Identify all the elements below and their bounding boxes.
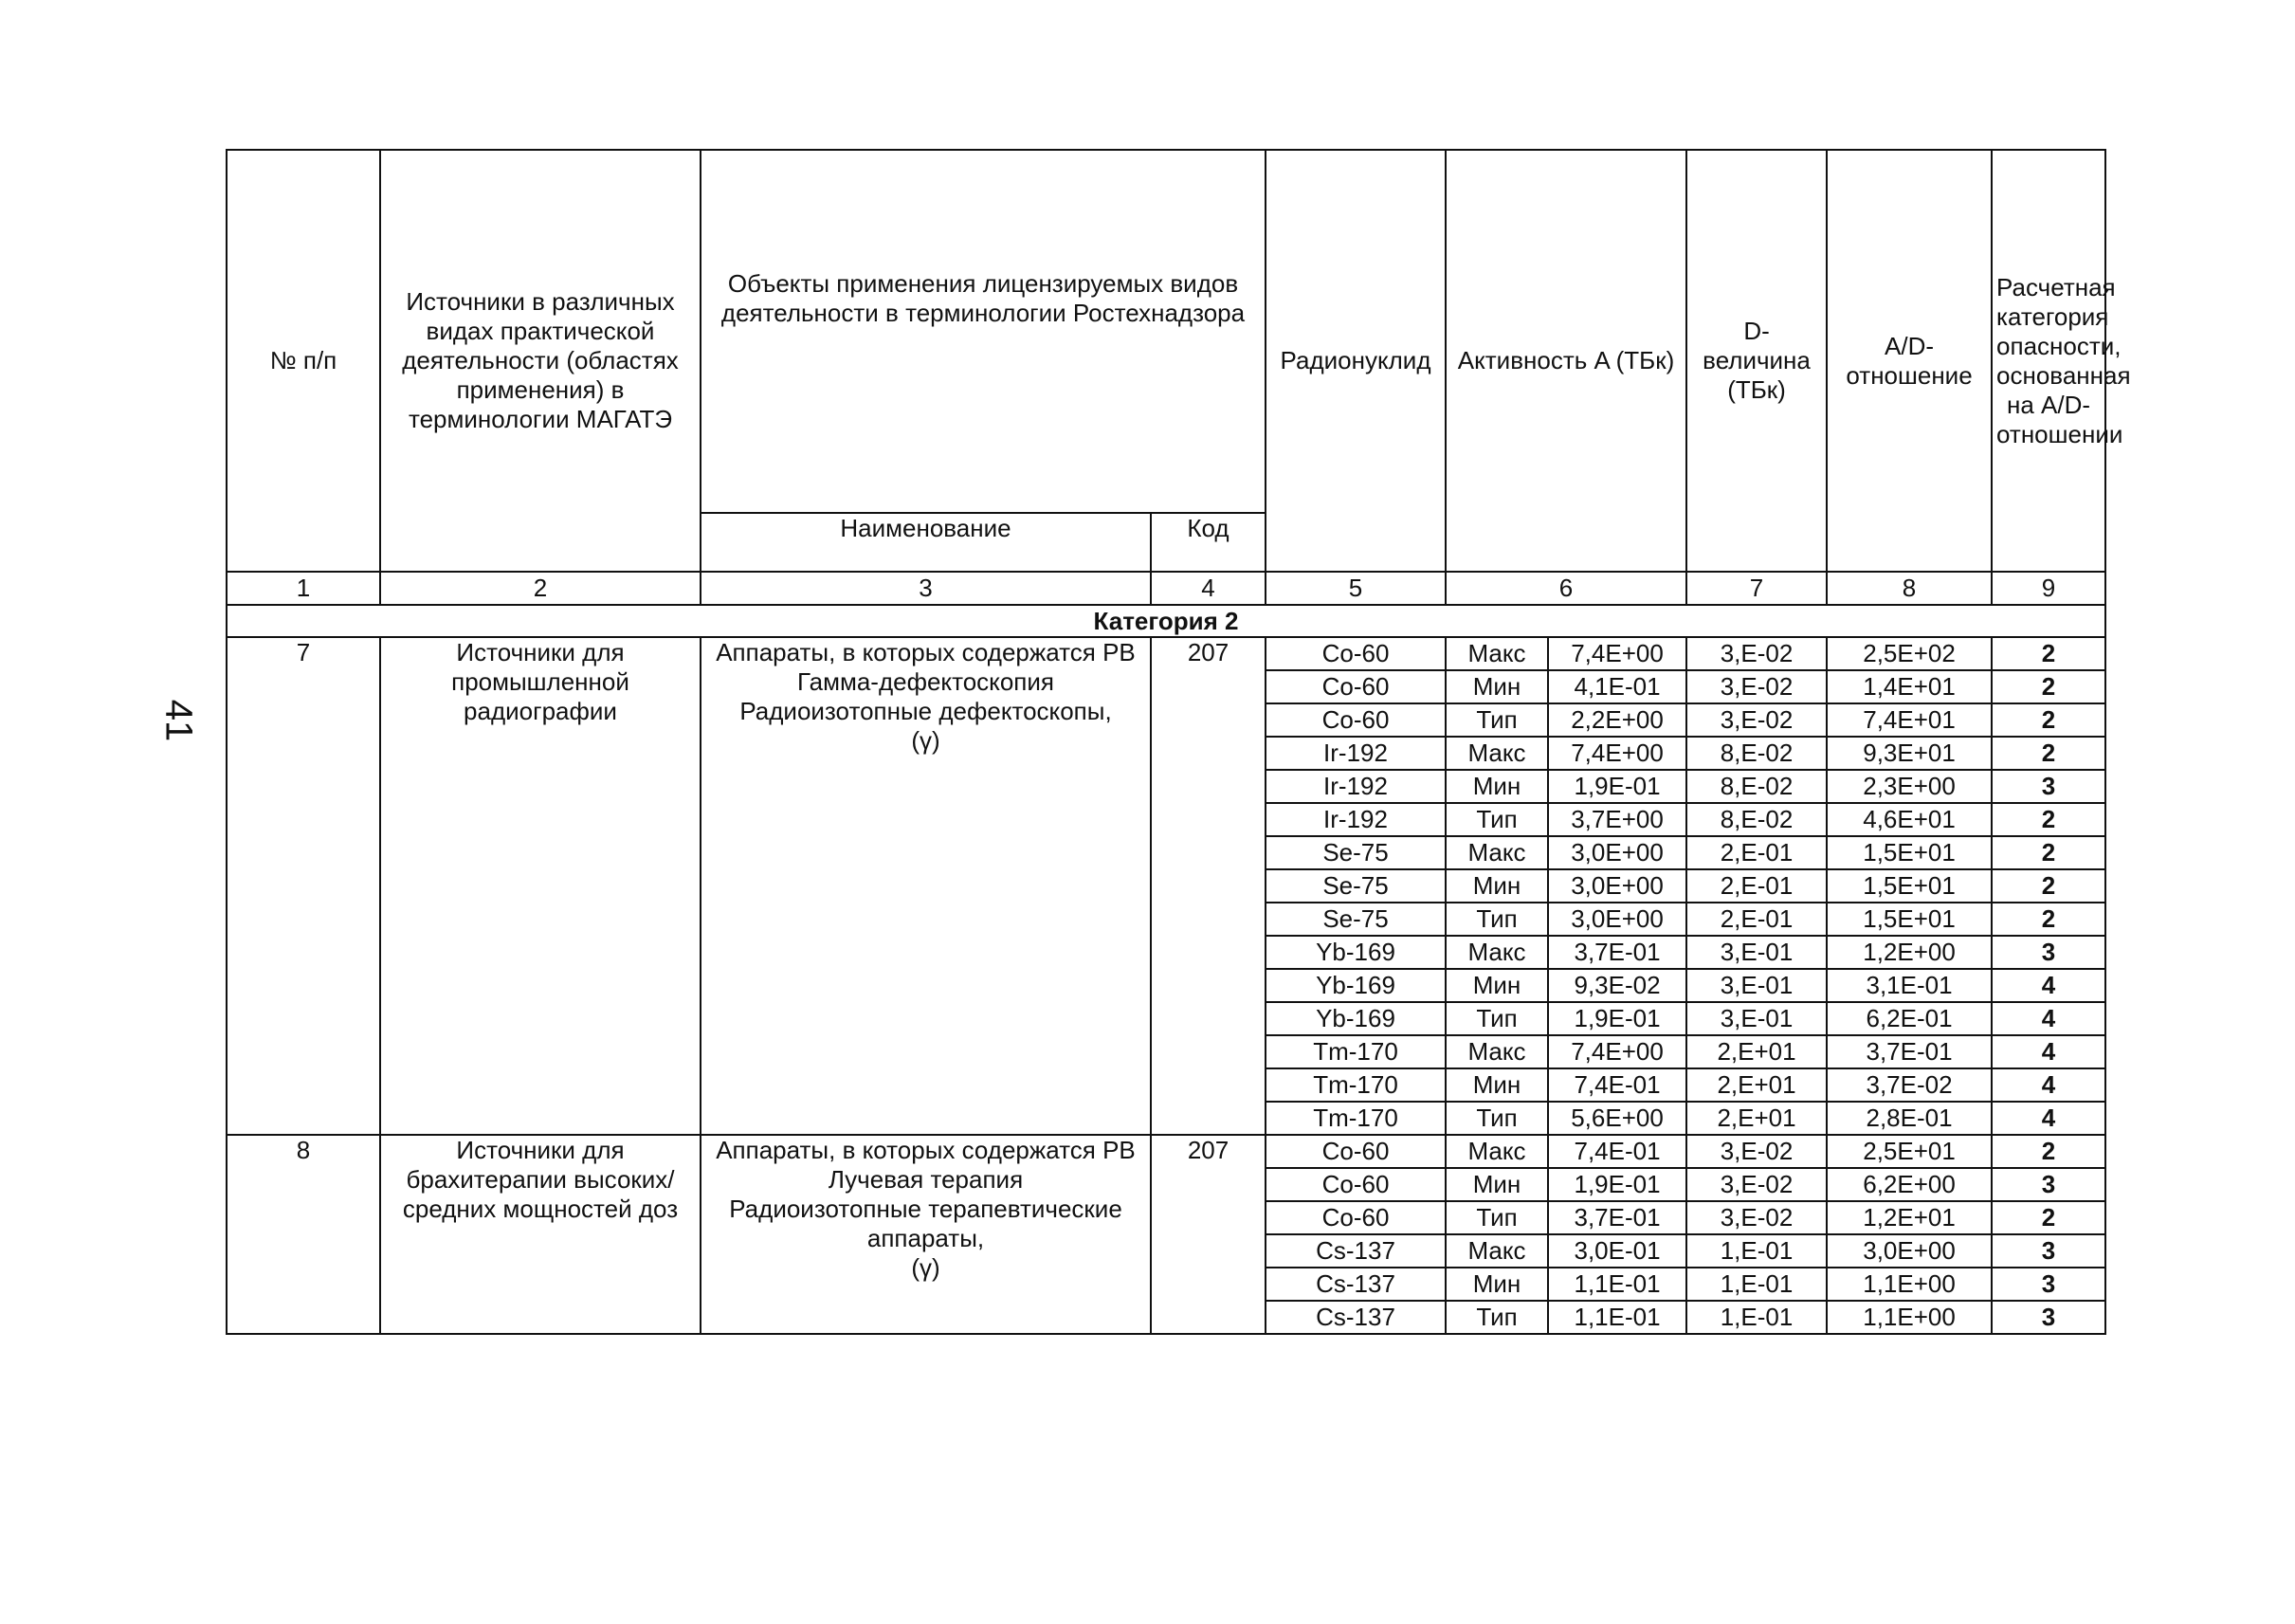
- column-number: 4: [1151, 572, 1266, 605]
- activity-value-cell: 2,2E+00: [1548, 703, 1686, 737]
- category-cell: 3: [1992, 936, 2105, 969]
- ad-ratio-cell: 2,3E+00: [1827, 770, 1992, 803]
- object-line: Гамма-дефектоскопия: [797, 667, 1054, 696]
- activity-value-cell: 4,1E-01: [1548, 670, 1686, 703]
- d-value-cell: 8,E-02: [1686, 737, 1827, 770]
- column-number: 9: [1992, 572, 2105, 605]
- header-activity: Активность A (ТБк): [1446, 150, 1686, 572]
- ad-ratio-cell: 2,5E+01: [1827, 1135, 1992, 1168]
- column-number: 6: [1446, 572, 1686, 605]
- d-value-cell: 2,E+01: [1686, 1102, 1827, 1135]
- column-number: 5: [1266, 572, 1446, 605]
- activity-type-cell: Макс: [1446, 737, 1548, 770]
- activity-type-cell: Мин: [1446, 1268, 1548, 1301]
- activity-type-cell: Мин: [1446, 770, 1548, 803]
- ad-ratio-cell: 1,4E+01: [1827, 670, 1992, 703]
- activity-value-cell: 1,9E-01: [1548, 1002, 1686, 1035]
- category-cell: 4: [1992, 1068, 2105, 1102]
- category-cell: 2: [1992, 637, 2105, 670]
- ad-ratio-cell: 1,1E+00: [1827, 1268, 1992, 1301]
- activity-value-cell: 5,6E+00: [1548, 1102, 1686, 1135]
- column-number: 8: [1827, 572, 1992, 605]
- activity-type-cell: Мин: [1446, 869, 1548, 903]
- object-line: Радиоизотопные дефектоскопы,: [739, 697, 1112, 725]
- header-d-value: D-величина (ТБк): [1686, 150, 1827, 572]
- ad-ratio-cell: 3,1E-01: [1827, 969, 1992, 1002]
- d-value-cell: 3,E-01: [1686, 1002, 1827, 1035]
- header-category: Расчетная категория опасности, основанная на A/D- отношении: [1992, 150, 2105, 572]
- row-number-cell: 7: [227, 637, 380, 1135]
- d-value-cell: 2,E-01: [1686, 869, 1827, 903]
- activity-value-cell: 7,4E+00: [1548, 737, 1686, 770]
- ad-ratio-cell: 7,4E+01: [1827, 703, 1992, 737]
- radionuclide-cell: Tm-170: [1266, 1068, 1446, 1102]
- radionuclide-cell: Cs-137: [1266, 1301, 1446, 1334]
- ad-ratio-cell: 3,7E-02: [1827, 1068, 1992, 1102]
- category-cell: 4: [1992, 1102, 2105, 1135]
- activity-type-cell: Мин: [1446, 969, 1548, 1002]
- category-cell: 3: [1992, 1234, 2105, 1268]
- activity-type-cell: Тип: [1446, 1002, 1548, 1035]
- category-cell: 2: [1992, 1201, 2105, 1234]
- radionuclide-cell: Yb-169: [1266, 936, 1446, 969]
- ad-ratio-cell: 4,6E+01: [1827, 803, 1992, 836]
- activity-value-cell: 1,9E-01: [1548, 770, 1686, 803]
- table-row: [227, 1135, 2105, 1168]
- column-number: 3: [701, 572, 1151, 605]
- d-value-cell: 3,E-02: [1686, 703, 1827, 737]
- ad-ratio-cell: 3,0E+00: [1827, 1234, 1992, 1268]
- ad-ratio-cell: 1,1E+00: [1827, 1301, 1992, 1334]
- d-value-cell: 8,E-02: [1686, 803, 1827, 836]
- object-line: (γ): [911, 1253, 940, 1282]
- ad-ratio-cell: 9,3E+01: [1827, 737, 1992, 770]
- object-line: Аппараты, в которых содержатся РВ: [716, 1136, 1136, 1164]
- activity-type-cell: Мин: [1446, 1068, 1548, 1102]
- radionuclide-cell: Co-60: [1266, 637, 1446, 670]
- category-cell: 2: [1992, 1135, 2105, 1168]
- radionuclide-cell: Ir-192: [1266, 770, 1446, 803]
- activity-value-cell: 3,0E+00: [1548, 836, 1686, 869]
- activity-value-cell: 3,7E+00: [1548, 803, 1686, 836]
- header-name: Наименование: [701, 513, 1151, 572]
- activity-value-cell: 3,7E-01: [1548, 1201, 1686, 1234]
- activity-value-cell: 1,1E-01: [1548, 1268, 1686, 1301]
- d-value-cell: 2,E-01: [1686, 903, 1827, 936]
- source-cell: Источники для брахитерапии высоких/средних мощностей доз: [380, 1135, 701, 1334]
- radionuclide-cell: Cs-137: [1266, 1268, 1446, 1301]
- ad-ratio-cell: 1,5E+01: [1827, 903, 1992, 936]
- ad-ratio-cell: 1,2E+00: [1827, 936, 1992, 969]
- radionuclide-cell: Co-60: [1266, 703, 1446, 737]
- activity-value-cell: 7,4E-01: [1548, 1068, 1686, 1102]
- row-number-cell: 8: [227, 1135, 380, 1334]
- activity-type-cell: Макс: [1446, 1135, 1548, 1168]
- object-line: (γ): [911, 726, 940, 755]
- header-objects: Объекты применения лицензируемых видов деятельности в терминологии Ростехнадзора: [701, 150, 1266, 513]
- header-row: [227, 150, 2105, 513]
- activity-value-cell: 9,3E-02: [1548, 969, 1686, 1002]
- radionuclide-cell: Co-60: [1266, 670, 1446, 703]
- radiation-sources-table: [226, 149, 2131, 1335]
- category-cell: 2: [1992, 869, 2105, 903]
- activity-type-cell: Тип: [1446, 1301, 1548, 1334]
- ad-ratio-cell: 2,5E+02: [1827, 637, 1992, 670]
- category-cell: 2: [1992, 703, 2105, 737]
- radionuclide-cell: Ir-192: [1266, 737, 1446, 770]
- column-number: 2: [380, 572, 701, 605]
- category-cell: 2: [1992, 737, 2105, 770]
- radionuclide-cell: Co-60: [1266, 1201, 1446, 1234]
- activity-type-cell: Макс: [1446, 1234, 1548, 1268]
- activity-value-cell: 7,4E+00: [1548, 1035, 1686, 1068]
- radionuclide-cell: Se-75: [1266, 836, 1446, 869]
- category-cell: 2: [1992, 903, 2105, 936]
- category-cell: 3: [1992, 1168, 2105, 1201]
- category-cell: 3: [1992, 770, 2105, 803]
- object-line: Аппараты, в которых содержатся РВ: [716, 638, 1136, 666]
- activity-type-cell: Тип: [1446, 703, 1548, 737]
- object-line: Радиоизотопные терапевтические аппараты,: [729, 1195, 1122, 1252]
- activity-type-cell: Макс: [1446, 1035, 1548, 1068]
- header-radionuclide: Радионуклид: [1266, 150, 1446, 572]
- activity-type-cell: Макс: [1446, 836, 1548, 869]
- page-number: 41: [157, 699, 200, 742]
- radionuclide-cell: Yb-169: [1266, 969, 1446, 1002]
- object-cell: [701, 637, 1151, 1135]
- table-row: [227, 637, 2105, 670]
- activity-type-cell: Тип: [1446, 1201, 1548, 1234]
- column-number: 1: [227, 572, 380, 605]
- activity-type-cell: Макс: [1446, 637, 1548, 670]
- radionuclide-cell: Tm-170: [1266, 1102, 1446, 1135]
- category-cell: 2: [1992, 803, 2105, 836]
- activity-type-cell: Мин: [1446, 1168, 1548, 1201]
- ad-ratio-cell: 2,8E-01: [1827, 1102, 1992, 1135]
- activity-type-cell: Макс: [1446, 936, 1548, 969]
- radionuclide-cell: Se-75: [1266, 869, 1446, 903]
- d-value-cell: 3,E-01: [1686, 936, 1827, 969]
- code-cell: 207: [1151, 637, 1266, 1135]
- d-value-cell: 3,E-01: [1686, 969, 1827, 1002]
- activity-value-cell: 3,0E+00: [1548, 869, 1686, 903]
- ad-ratio-cell: 6,2E+00: [1827, 1168, 1992, 1201]
- category-cell: 3: [1992, 1301, 2105, 1334]
- activity-type-cell: Тип: [1446, 1102, 1548, 1135]
- d-value-cell: 3,E-02: [1686, 1168, 1827, 1201]
- source-cell: Источники для промышленной радиографии: [380, 637, 701, 1135]
- column-number-row: [227, 572, 2105, 605]
- ad-ratio-cell: 6,2E-01: [1827, 1002, 1992, 1035]
- activity-value-cell: 3,7E-01: [1548, 936, 1686, 969]
- d-value-cell: 8,E-02: [1686, 770, 1827, 803]
- d-value-cell: 3,E-02: [1686, 670, 1827, 703]
- radionuclide-cell: Ir-192: [1266, 803, 1446, 836]
- d-value-cell: 2,E+01: [1686, 1035, 1827, 1068]
- d-value-cell: 1,E-01: [1686, 1301, 1827, 1334]
- category-cell: 3: [1992, 1268, 2105, 1301]
- d-value-cell: 3,E-02: [1686, 637, 1827, 670]
- category-cell: 4: [1992, 969, 2105, 1002]
- header-source-iaea: Источники в различных видах практической деятельности (областях применения) в терминологии МАГАТЭ: [380, 150, 701, 572]
- activity-type-cell: Тип: [1446, 903, 1548, 936]
- activity-value-cell: 7,4E+00: [1548, 637, 1686, 670]
- category-cell: 4: [1992, 1035, 2105, 1068]
- d-value-cell: 3,E-02: [1686, 1201, 1827, 1234]
- activity-type-cell: Тип: [1446, 803, 1548, 836]
- d-value-cell: 1,E-01: [1686, 1234, 1827, 1268]
- category-cell: 4: [1992, 1002, 2105, 1035]
- column-number: 7: [1686, 572, 1827, 605]
- radionuclide-cell: Se-75: [1266, 903, 1446, 936]
- category-label: Категория 2: [227, 605, 2105, 637]
- radionuclide-cell: Tm-170: [1266, 1035, 1446, 1068]
- radionuclide-cell: Yb-169: [1266, 1002, 1446, 1035]
- d-value-cell: 2,E-01: [1686, 836, 1827, 869]
- header-code: Код: [1151, 513, 1266, 572]
- header-ad-ratio: A/D- отношение: [1827, 150, 1992, 572]
- activity-value-cell: 1,9E-01: [1548, 1168, 1686, 1201]
- activity-value-cell: 7,4E-01: [1548, 1135, 1686, 1168]
- activity-type-cell: Мин: [1446, 670, 1548, 703]
- d-value-cell: 1,E-01: [1686, 1268, 1827, 1301]
- radionuclide-cell: Cs-137: [1266, 1234, 1446, 1268]
- category-cell: 2: [1992, 670, 2105, 703]
- object-cell: [701, 1135, 1151, 1334]
- header-number: № п/п: [227, 150, 380, 572]
- activity-value-cell: 3,0E-01: [1548, 1234, 1686, 1268]
- ad-ratio-cell: 1,2E+01: [1827, 1201, 1992, 1234]
- ad-ratio-cell: 3,7E-01: [1827, 1035, 1992, 1068]
- d-value-cell: 3,E-02: [1686, 1135, 1827, 1168]
- code-cell: 207: [1151, 1135, 1266, 1334]
- radionuclide-cell: Co-60: [1266, 1168, 1446, 1201]
- ad-ratio-cell: 1,5E+01: [1827, 869, 1992, 903]
- activity-value-cell: 3,0E+00: [1548, 903, 1686, 936]
- radionuclide-cell: Co-60: [1266, 1135, 1446, 1168]
- object-line: Лучевая терапия: [828, 1165, 1024, 1194]
- ad-ratio-cell: 1,5E+01: [1827, 836, 1992, 869]
- category-row: [227, 605, 2105, 637]
- d-value-cell: 2,E+01: [1686, 1068, 1827, 1102]
- category-cell: 2: [1992, 836, 2105, 869]
- activity-value-cell: 1,1E-01: [1548, 1301, 1686, 1334]
